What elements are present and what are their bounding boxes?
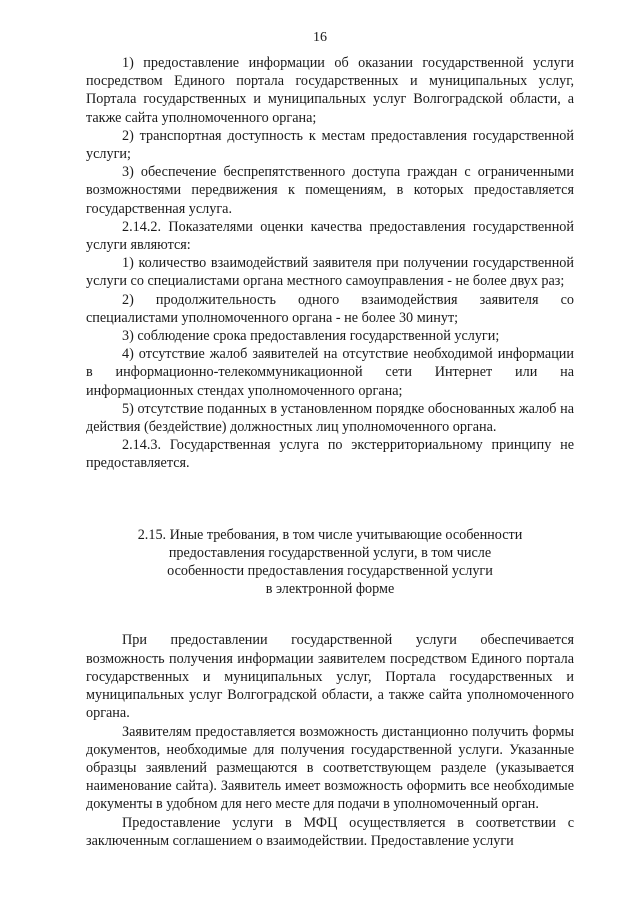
heading-line: в электронной форме: [265, 581, 395, 598]
paragraph: При предоставлении государственной услуги обеспечивается возможность получения информации заявителем посредством Единого портала государственных и муниципальных услуг, Портала государственных и муниципальных услуг Волгоградской области, а также сайта уполномоченного органа.: [86, 632, 574, 722]
paragraph: 2) продолжительность одного взаимодействия заявителя со специалистами уполномоченного органа - не более 30 минут;: [86, 291, 574, 326]
paragraph: 5) отсутствие поданных в установленном порядке обоснованных жалоб на действия (бездействие) должностных лиц уполномоченного органа.: [86, 400, 574, 436]
paragraph: 1) предоставление информации об оказании государственной услуги посредством Единого портала государственных и муниципальных услуг, Портала государственных и муниципальных услуг Волгоградской области, а также сайта уполномоченного органа;: [86, 55, 574, 126]
page-number: 16: [313, 30, 327, 45]
paragraph: 3) обеспечение беспрепятственного доступа граждан с ограниченными возможностями передвижения к помещениям, в которых предоставляется государственная услуга.: [86, 164, 574, 217]
heading-line: предоставления государственной услуги, в том числе: [168, 544, 492, 561]
heading-line: особенности предоставления государственной услуги: [167, 563, 493, 580]
paragraph: Предоставление услуги в МФЦ осуществляется в соответствии с заключенным соглашением о взаимодействии. Предоставление услуги: [86, 814, 574, 849]
paragraph: Заявителям предоставляется возможность дистанционно получить формы документов, необходимые для получения государственной услуги. Указанные образцы заявлений размещаются в соответствующем разделе (указывается наименование сайта). Заявитель имеет возможность оформить все необходимые документы в удобном для него месте для подачи в уполномоченный орган.: [86, 723, 574, 813]
section-heading: [86, 526, 574, 599]
paragraph: 2) транспортная доступность к местам предоставления государственной услуги;: [86, 127, 574, 163]
paragraph: 3) соблюдение срока предоставления государственной услуги;: [122, 328, 500, 345]
document-body: [86, 54, 574, 850]
paragraph: 1) количество взаимодействий заявителя при получении государственной услуги со специалистами органа местного самоуправления - не более двух раз;: [86, 255, 574, 290]
heading-line: 2.15. Иные требования, в том числе учитывающие особенности: [137, 526, 523, 543]
paragraph: 4) отсутствие жалоб заявителей на отсутствие необходимой информации в информационно-телекоммуникационной сети Интернет или на информационных стендах уполномоченного органа;: [86, 346, 574, 399]
paragraph: 2.14.2. Показателями оценки качества предоставления государственной услуги являются:: [86, 218, 574, 254]
paragraph: 2.14.3. Государственная услуга по экстерриториальному принципу не предоставляется.: [86, 437, 574, 472]
